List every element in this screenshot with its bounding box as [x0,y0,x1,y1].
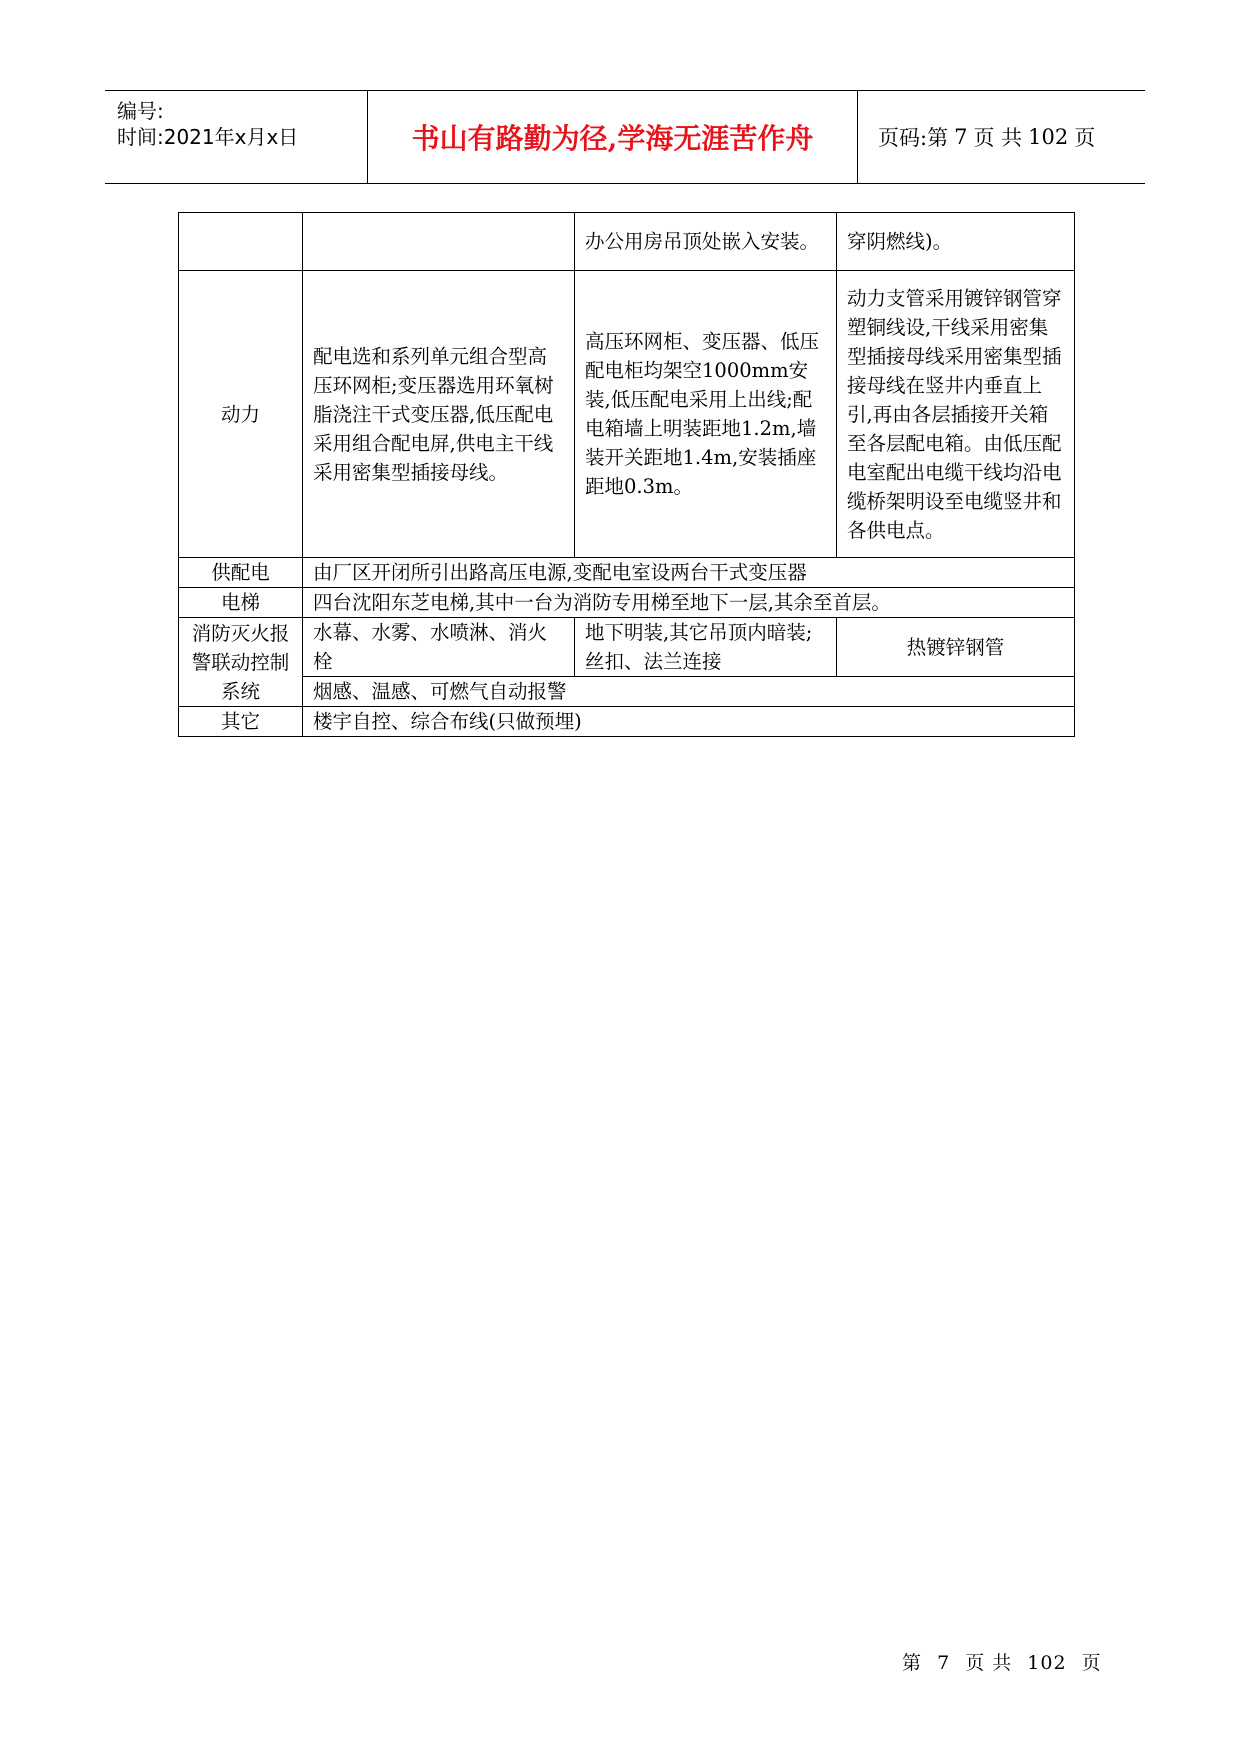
table-cell: 办公用房吊顶处嵌入安装。 [575,213,837,271]
table-row [179,707,1075,737]
table-cell: 楼宇自控、综合布线(只做预埋) [303,707,1075,737]
table-cell: 地下明装,其它吊顶内暗装;丝扣、法兰连接 [575,618,837,677]
footer-prefix: 第 [902,1652,923,1674]
table-cell: 动力支管采用镀锌钢管穿塑铜线设,干线采用密集型插接母线采用密集型插接母线在竖井内垂直上引,再由各层插接开关箱至各层配电箱。由低压配电室配出电缆干线均沿电缆桥架明设至电缆竖井和各供电点。 [837,271,1075,558]
page-end-label: 页 [1074,126,1096,150]
row-label: 其它 [179,707,303,737]
page-footer [902,1648,1110,1675]
table-cell: 烟感、温感、可燃气自动报警 [303,677,1075,707]
page-number: 7 [954,125,968,149]
table-row [179,618,1075,677]
row-label: 电梯 [179,588,303,618]
table-row [179,588,1075,618]
doc-time-label: 时间:2021年x月x日 [117,125,299,149]
row-label: 供配电 [179,558,303,588]
table-cell-empty [179,213,303,271]
page-header [105,90,1145,184]
table-cell: 由厂区开闭所引出路高压电源,变配电室设两台干式变压器 [303,558,1075,588]
row-label: 消防灭火报警联动控制系统 [179,618,303,707]
header-motto: 书山有路勤为径,学海无涯苦作舟 [368,91,858,183]
table-row [179,213,1075,271]
table-cell: 热镀锌钢管 [837,618,1075,677]
row-label: 动力 [179,271,303,558]
table-row [179,271,1075,558]
table-cell: 高压环网柜、变压器、低压配电柜均架空1000mm安装,低压配电采用上出线;配电箱墙上明装距地1.2m,墙装开关距地1.4m,安装插座距地0.3m。 [575,271,837,558]
page-label: 页码:第 [878,126,949,150]
table-cell: 配电选和系列单元组合型高压环网柜;变压器选用环氧树脂浇注干式变压器,低压配电采用组合配电屏,供电主干线采用密集型插接母线。 [303,271,575,558]
footer-mid: 页 共 [965,1652,1013,1674]
header-meta [105,91,368,183]
table-cell-empty [303,213,575,271]
table-row [179,558,1075,588]
page-total: 102 [1028,125,1069,149]
table-cell: 四台沈阳东芝电梯,其中一台为消防专用梯至地下一层,其余至首层。 [303,588,1075,618]
table-cell: 穿阴燃线)。 [837,213,1075,271]
page-mid-label: 页 共 [973,126,1023,150]
table-row [179,677,1075,707]
doc-number-label: 编号: [117,99,164,123]
footer-suffix: 页 [1081,1652,1102,1674]
spec-table [178,212,1075,737]
header-page-info [858,91,1145,183]
footer-page-number: 7 [937,1652,951,1674]
footer-total: 102 [1027,1652,1067,1674]
table-cell: 水幕、水雾、水喷淋、消火栓 [303,618,575,677]
